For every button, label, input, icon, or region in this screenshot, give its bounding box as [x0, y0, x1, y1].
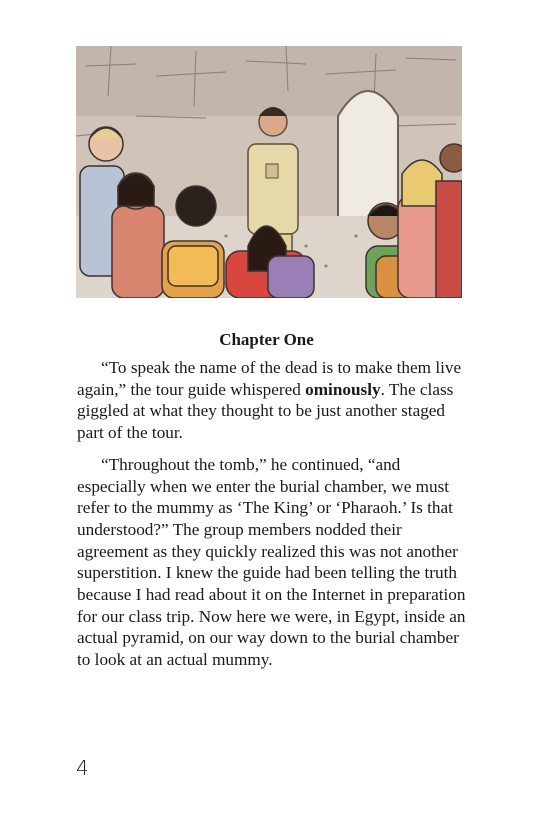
paragraph-2: “Throughout the tomb,” he continued, “and especially when we enter the burial chamber, we must refer to the mummy as ‘The King’ or ‘Pharaoh.’ Is that understood?” The group members nodded their agreement as they quickly realized this was not another superstition. I knew the guide had been telling the truth because I had read about it on the Internet in preparation for our class trip. Now here we were, in Egypt, inside an actual pyramid, on our way down to the burial chamber to look at an actual mummy. — [77, 454, 466, 670]
chapter-title: Chapter One — [219, 330, 314, 349]
vocabulary-word: ominously — [305, 379, 381, 399]
paragraph-1-before: “To speak the name of the dead is to make them live again,” the tour guide whispered — [77, 358, 462, 399]
tour-group-image — [76, 46, 462, 298]
page-number: 4 — [76, 756, 89, 780]
paragraph-1 — [77, 357, 472, 444]
paragraph-1-after: . The class giggled at what they thought to be just another staged part of the tour. — [77, 379, 454, 443]
tomb-illustration — [76, 46, 462, 298]
story-text — [77, 357, 472, 671]
